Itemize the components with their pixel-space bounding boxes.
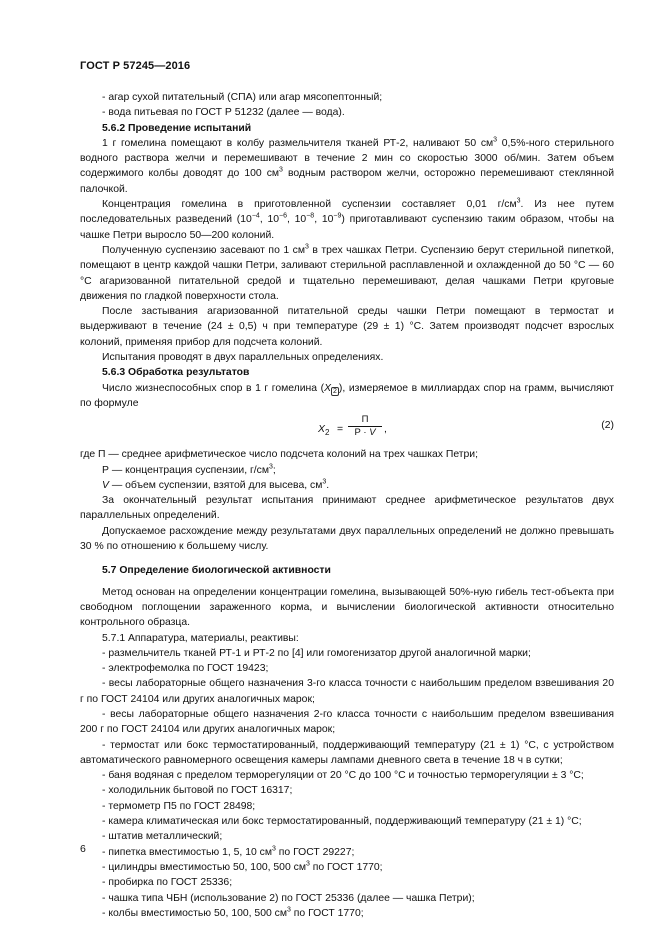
page-content <box>80 90 614 921</box>
paragraph: Число жизнеспособных спор в 1 г гомелина (X $_2$ ), измеряемое в миллиардах спор на грамм, вычисляют по формуле <box>80 382 614 409</box>
formula-numerator: П <box>348 414 382 427</box>
list-item: - термостат или бокс термостатированный, поддерживающий температуру (21 ± 1) °С, с устройством автоматического равномерного освещения камеры лампами дневного света в течение 18 ч в сутки; <box>80 739 614 766</box>
where-definition: где П — среднее арифметическое число подсчета колоний на трех чашках Петри; <box>80 449 479 461</box>
where-definition: V — объем суспензии, взятой для высева, $см^3$. <box>102 478 330 491</box>
list-item: - колбы вместимостью 50, 100, 500 $см^3$ по ГОСТ 1770; <box>102 906 364 919</box>
formula-2 <box>80 415 614 445</box>
section-heading-5-6-2: 5.6.2 Проведение испытаний <box>102 122 252 134</box>
list-item: - пипетка вместимостью 1, 5, 10 $см^3$ по ГОСТ 29227; <box>102 845 355 858</box>
paragraph: За окончательный результат испытания принимают среднее арифметическое результатов двух параллельных определений. <box>80 495 614 522</box>
list-item: - цилиндры вместимостью 50, 100, 500 $см^3$ по ГОСТ 1770; <box>102 860 383 873</box>
subsection-5-7-1: 5.7.1 Аппаратура, материалы, реактивы: <box>102 632 299 644</box>
list-item: - вода питьевая по ГОСТ Р 51232 (далее — вода). <box>102 107 345 119</box>
list-item: - пробирка по ГОСТ 25336; <box>102 877 233 889</box>
formula-equals: = <box>337 424 344 436</box>
page-number: 6 <box>80 843 86 855</box>
formula-comma: , <box>384 424 387 436</box>
paragraph: Полученную суспензию засевают по 1 $см^3$ в трех чашках Петри. Суспензию берут стерильной пипеткой, помещают в центр каждой чашки Петри, заливают стерильной расплавленной и охлажденной до 50 °С — 60 °С агаризованной питательной средой и тщательно перемешивают, делая чашками Петри круговые движения по гладкой поверхности стола. <box>80 243 614 302</box>
paragraph: 1 г гомелина помещают в колбу размельчителя тканей РТ-2, наливают 50 $см^3$ 0,5%-ного стерильного водного раствора желчи и перемешивают в течение 2 мин со скоростью 3000 об/мин. Затем объем содержимого колбы доводят до 100 $см^3$ водным раствором желчи, осторожно перемешивают стеклянной палочкой. <box>80 136 614 195</box>
list-item: - баня водяная с пределом терморегуляции от 20 °С до 100 °С и точностью терморегуляции ± 3 °С; <box>102 770 584 782</box>
list-item: - агар сухой питательный (СПА) или агар мясопептонный; <box>102 92 383 103</box>
list-item: - термометр П5 по ГОСТ 28498; <box>102 800 256 812</box>
list-item: - камера климатическая или бокс термостатированный, поддерживающий температуру (21 ± 1) °С; <box>102 816 582 828</box>
formula-denominator: Р · V <box>354 427 376 439</box>
formula-number: (2) <box>601 420 614 432</box>
formula-symbol: $X_2$ <box>318 424 330 438</box>
paragraph: Испытания проводят в двух параллельных определениях. <box>102 352 384 364</box>
list-item: - весы лабораторные общего назначения 3-го класса точности с наибольшим пределом взвешивания 20 г по ГОСТ 24104 или других аналогичных марок; <box>80 678 614 705</box>
list-item: - электрофемолка по ГОСТ 19423; <box>102 663 269 675</box>
where-definition: Р — концентрация суспензии, $г/см^3$; <box>102 463 276 476</box>
list-item: - холодильник бытовой по ГОСТ 16317; <box>102 785 293 797</box>
document-header: ГОСТ Р 57245—2016 <box>80 60 191 72</box>
section-heading-5-6-3: 5.6.3 Обработка результатов <box>102 367 250 379</box>
paragraph: После застывания агаризованной питательной среды чашки Петри помещают в термостат и выдерживают в течение (24 ± 0,5) ч при температуре (29 ± 1) °С. Затем производят подсчет взрослых колоний, применяя прибор для подсчета колоний. <box>80 306 614 348</box>
list-item: - штатив металлический; <box>102 831 223 843</box>
formula-fraction <box>348 414 382 439</box>
paragraph: Допускаемое расхождение между результатами двух параллельных определений не должно превышать 30 % по отношению к большему числу. <box>80 525 614 553</box>
list-item: - чашка типа ЧБН (использование 2) по ГОСТ 25336 (далее — чашка Петри); <box>102 892 475 904</box>
list-item: - размельчитель тканей РТ-1 и РТ-2 по [4] или гомогенизатор другой аналогичной марки; <box>102 647 531 659</box>
section-heading-5-7: 5.7 Определение биологической активности <box>102 565 331 577</box>
list-item: - весы лабораторные общего назначения 2-го класса точности с наибольшим пределом взвешивания 200 г по ГОСТ 24104 или других аналогичных марок; <box>80 708 614 736</box>
paragraph: Концентрация гомелина в приготовленной суспензии составляет 0,01 $г/см^3$. Из нее путем последовательных разведений ($10^{-4}$, $10^{-6}$, $10^{-8}$, $10^{-9}$) приготавливают суспензию таким образом, чтобы на чашке Петри выросло 50—200 колоний. <box>80 197 614 241</box>
paragraph: Метод основан на определении концентрации гомелина, вызывающей 50%-ную гибель тест-объекта при свободном поглощении зараженного корма, и вычислении биологической активности относительно контрольного образца. <box>80 586 614 629</box>
